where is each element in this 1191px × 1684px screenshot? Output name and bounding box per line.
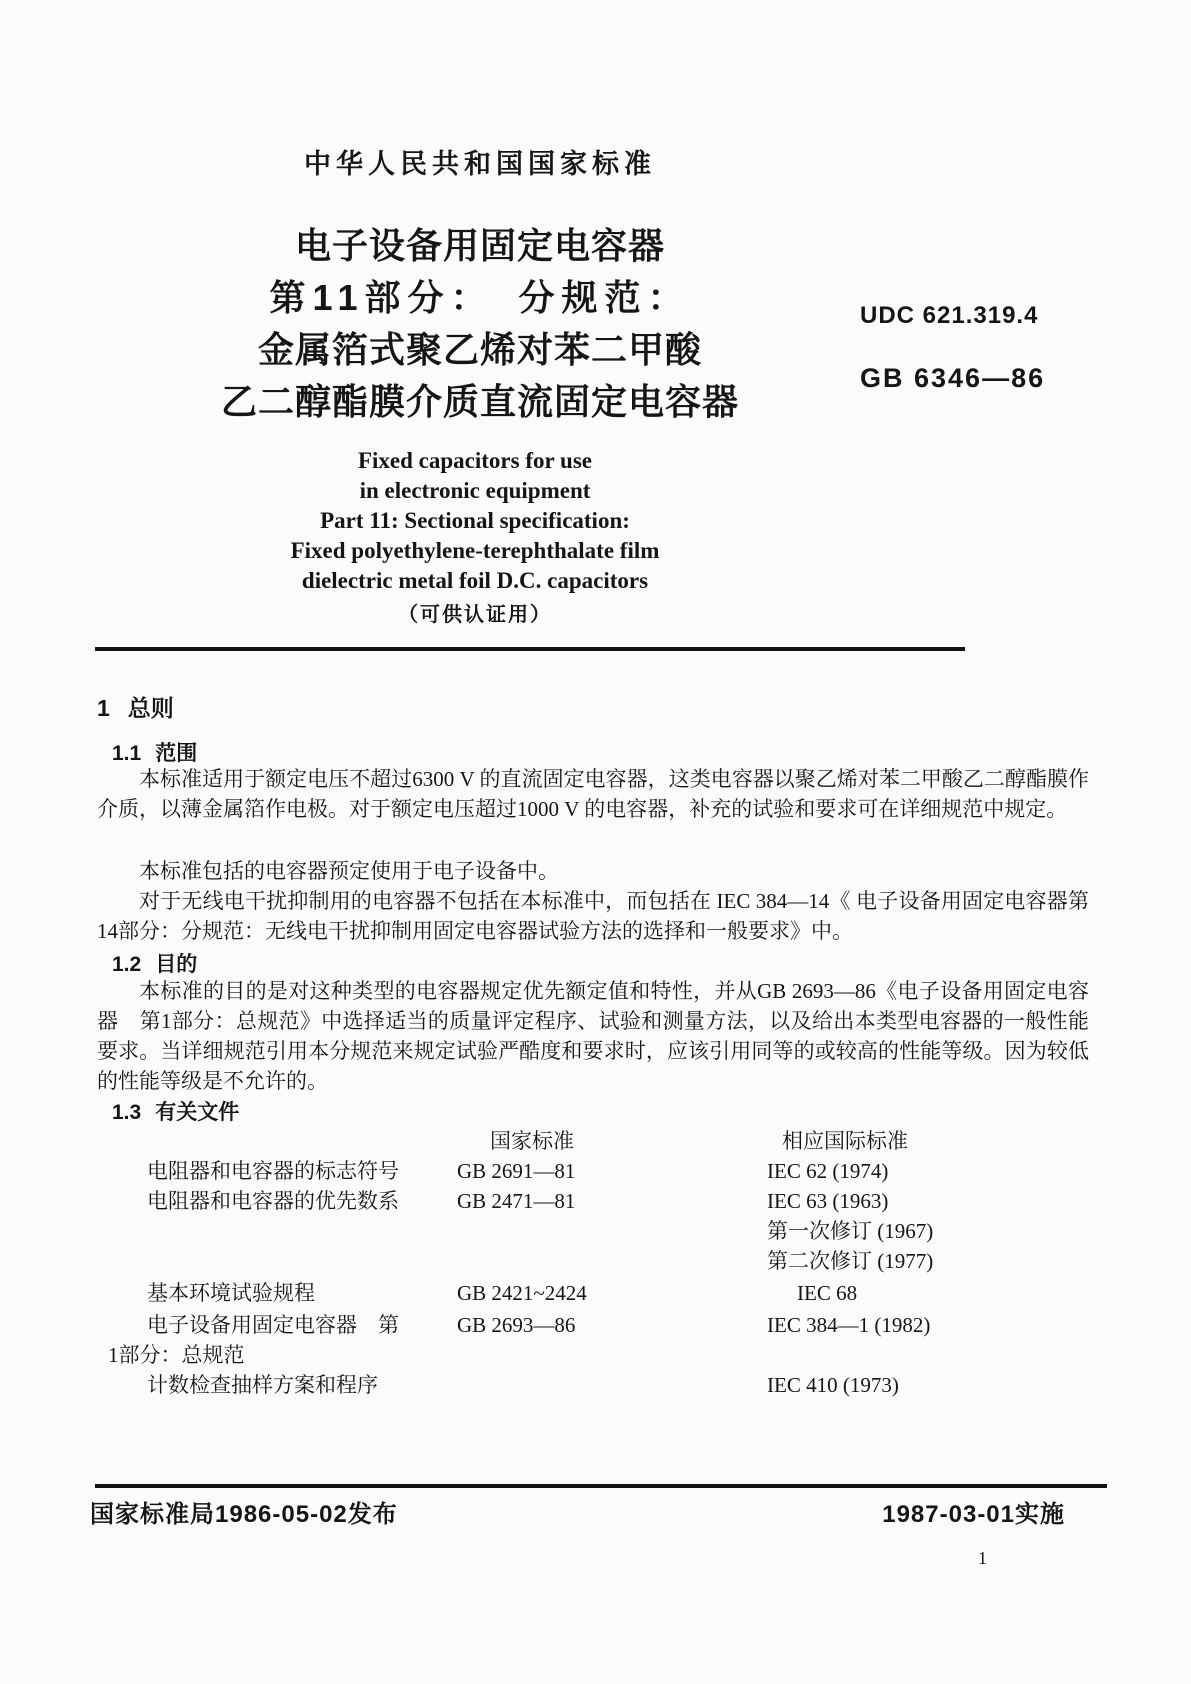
footer-divider-rule (95, 1484, 1107, 1488)
certification-note: （可供认证用） (398, 604, 552, 626)
national-standard-header: 中华人民共和国国家标准 (304, 149, 656, 179)
title-en-line: Fixed capacitors for use (357, 448, 592, 473)
doc-gb-number: GB 2471—81 (457, 1189, 576, 1213)
purpose-paragraph: 本标准的目的是对这种类型的电容器规定优先额定值和特性，并从GB 2693—86《电子设备用固定电容器 第1部分：总规范》中选择适当的质量评定程序、试验和测量方法，以及给出本类型电容器的一般性能要求。当详细规范引用本分规范来规定试验严酷度和要求时，应该引用同等的或较高的性能等级。因为较低的性能等级是不允许的。 (97, 979, 1089, 1093)
doc-name: 基本环境试验规程 (147, 1281, 315, 1305)
table-row (97, 1246, 1097, 1276)
section-title: 范围 (155, 742, 198, 765)
related-documents-table (97, 1126, 1097, 1400)
title-cn-line: 第11部分： 分规范： (269, 277, 691, 318)
title-cn-line: 金属箔式聚乙烯对苯二甲酸 (257, 329, 702, 370)
section-1-3-heading (112, 1096, 239, 1126)
title-english (0, 446, 950, 596)
implementation-date: 1987-03-01实施 (882, 1501, 1065, 1528)
iec-column-header: 相应国际标准 (782, 1129, 908, 1153)
doc-iec-number: IEC 384—1 (1982) (767, 1313, 931, 1337)
title-en-line: Part 11: Sectional specification: (320, 508, 630, 533)
doc-name-column (97, 1126, 457, 1156)
table-row (97, 1276, 1097, 1310)
doc-name (97, 1216, 457, 1246)
section-1-2-heading (112, 948, 197, 978)
doc-iec-number: IEC 68 (797, 1281, 858, 1305)
doc-iec-number: IEC 410 (1973) (767, 1373, 899, 1397)
doc-name-continuation: 1部分：总规范 (108, 1343, 245, 1367)
scope-paragraph-2: 本标准包括的电容器预定使用于电子设备中。 (139, 859, 559, 883)
doc-gb-number: GB 2421~2424 (457, 1281, 587, 1305)
doc-iec-number: 第二次修订 (1977) (767, 1249, 934, 1273)
table-row (97, 1216, 1097, 1246)
page-number: 1 (978, 1548, 987, 1568)
table-row (97, 1370, 1097, 1400)
section-number: 1 (97, 695, 110, 721)
section-title: 总则 (127, 695, 174, 721)
doc-name: 电阻器和电容器的优先数系 (147, 1189, 399, 1213)
doc-gb-number (457, 1246, 767, 1276)
table-row (97, 1340, 1097, 1370)
title-en-line: in electronic equipment (359, 478, 591, 503)
udc-number: UDC 621.319.4 (860, 302, 1039, 329)
header-divider-rule (95, 647, 965, 651)
table-row (97, 1310, 1097, 1340)
scope-paragraph-1: 本标准适用于额定电压不超过6300 V 的直流固定电容器，这类电容器以聚乙烯对苯二甲酸乙二醇酯膜作介质，以薄金属箔作电极。对于额定电压超过1000 V 的电容器，补充的试验和要求可在详细规范中规定。 (97, 767, 1089, 821)
standard-codes (860, 302, 1160, 394)
doc-gb-number: GB 2691—81 (457, 1159, 576, 1183)
section-number: 1.2 (112, 953, 142, 976)
title-block (0, 220, 960, 428)
section-number: 1.1 (112, 742, 142, 765)
scope-paragraph-3: 对于无线电干扰抑制用的电容器不包括在本标准中，而包括在 IEC 384—14《 电子设备用固定电容器第14部分：分规范：无线电干扰抑制用固定电容器试验方法的选择和一般要求》中。 (97, 889, 1089, 943)
table-header-row (97, 1126, 1097, 1156)
doc-gb-number (457, 1216, 767, 1246)
title-en-line: dielectric metal foil D.C. capacitors (301, 568, 649, 593)
title-cn-line: 电子设备用固定电容器 (294, 225, 665, 266)
table-row (97, 1186, 1097, 1216)
doc-gb-number (457, 1340, 767, 1370)
table-row (97, 1156, 1097, 1186)
doc-iec-number: 第一次修订 (1967) (767, 1219, 934, 1243)
doc-gb-number: GB 2693—86 (457, 1313, 576, 1337)
section-title: 有关文件 (155, 1101, 240, 1124)
gb-standard-number: GB 6346—86 (860, 363, 1046, 393)
section-1-1-heading (112, 737, 197, 767)
doc-iec-number (767, 1340, 1097, 1370)
section-title: 目的 (155, 953, 198, 976)
doc-iec-number: IEC 62 (1974) (767, 1159, 889, 1183)
doc-name (97, 1246, 457, 1276)
doc-name: 电阻器和电容器的标志符号 (147, 1159, 399, 1183)
title-cn-line: 乙二醇酯膜介质直流固定电容器 (220, 381, 739, 422)
doc-name: 电子设备用固定电容器 第 (147, 1313, 399, 1337)
issued-date: 国家标准局1986-05-02发布 (90, 1501, 398, 1528)
section-1-heading (97, 690, 174, 723)
title-en-line: Fixed polyethylene-terephthalate film (290, 538, 660, 563)
section-number: 1.3 (112, 1101, 142, 1124)
doc-name: 计数检查抽样方案和程序 (147, 1373, 378, 1397)
gb-column-header: 国家标准 (490, 1129, 574, 1153)
doc-gb-number (457, 1370, 767, 1400)
doc-iec-number: IEC 63 (1963) (767, 1189, 889, 1213)
